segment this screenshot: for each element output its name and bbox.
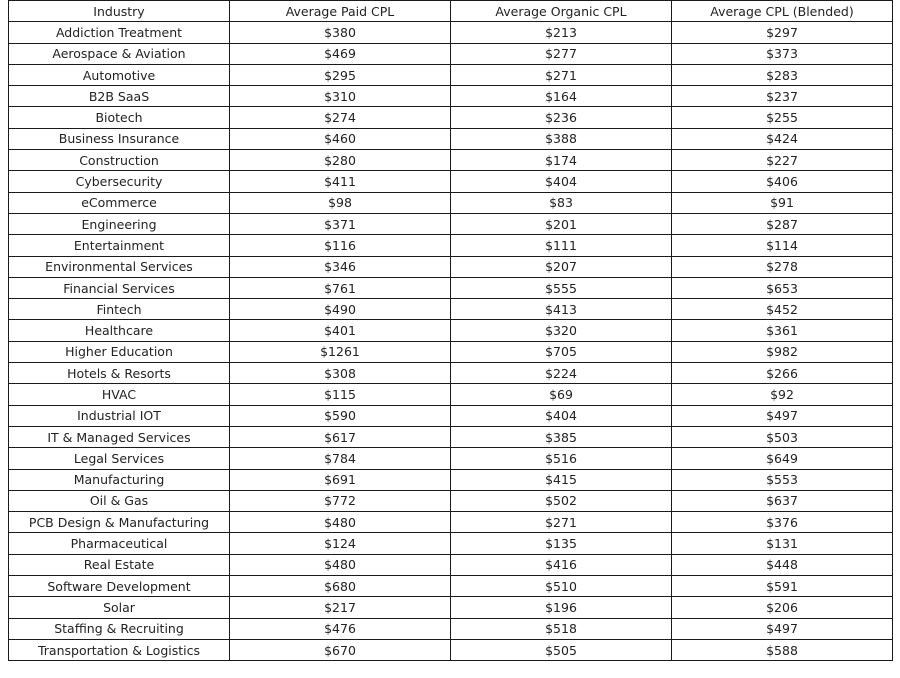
table-row (9, 426, 893, 447)
organic-cpl-cell: $505 (451, 639, 672, 660)
cpl-table (8, 0, 893, 661)
blended-cpl-cell: $287 (672, 213, 893, 234)
blended-cpl-cell: $588 (672, 639, 893, 660)
industry-cell: Engineering (9, 213, 230, 234)
industry-cell: Aerospace & Aviation (9, 43, 230, 64)
organic-cpl-cell: $224 (451, 363, 672, 384)
paid-cpl-cell: $691 (230, 469, 451, 490)
industry-cell: Business Insurance (9, 128, 230, 149)
blended-cpl-cell: $376 (672, 512, 893, 533)
organic-cpl-cell: $705 (451, 341, 672, 362)
table-row (9, 384, 893, 405)
table-row (9, 512, 893, 533)
paid-cpl-cell: $480 (230, 554, 451, 575)
paid-cpl-cell: $772 (230, 490, 451, 511)
table-row (9, 341, 893, 362)
blended-cpl-cell: $237 (672, 86, 893, 107)
organic-cpl-cell: $510 (451, 576, 672, 597)
blended-cpl-cell: $497 (672, 618, 893, 639)
table-row (9, 107, 893, 128)
industry-cell: HVAC (9, 384, 230, 405)
table-row (9, 128, 893, 149)
organic-cpl-cell: $416 (451, 554, 672, 575)
blended-cpl-cell: $227 (672, 150, 893, 171)
industry-cell: Solar (9, 597, 230, 618)
paid-cpl-cell: $617 (230, 426, 451, 447)
paid-cpl-cell: $280 (230, 150, 451, 171)
paid-cpl-cell: $670 (230, 639, 451, 660)
blended-cpl-cell: $91 (672, 192, 893, 213)
blended-cpl-cell: $92 (672, 384, 893, 405)
blended-cpl-cell: $206 (672, 597, 893, 618)
industry-cell: Biotech (9, 107, 230, 128)
header-average-cpl-blended: Average CPL (Blended) (672, 1, 893, 22)
industry-cell: Industrial IOT (9, 405, 230, 426)
table-row (9, 490, 893, 511)
blended-cpl-cell: $131 (672, 533, 893, 554)
blended-cpl-cell: $424 (672, 128, 893, 149)
industry-cell: B2B SaaS (9, 86, 230, 107)
paid-cpl-cell: $115 (230, 384, 451, 405)
organic-cpl-cell: $516 (451, 448, 672, 469)
organic-cpl-cell: $196 (451, 597, 672, 618)
blended-cpl-cell: $649 (672, 448, 893, 469)
paid-cpl-cell: $761 (230, 277, 451, 298)
paid-cpl-cell: $308 (230, 363, 451, 384)
paid-cpl-cell: $217 (230, 597, 451, 618)
blended-cpl-cell: $448 (672, 554, 893, 575)
organic-cpl-cell: $277 (451, 43, 672, 64)
table-row (9, 213, 893, 234)
cpl-table-container (8, 0, 892, 661)
industry-cell: Legal Services (9, 448, 230, 469)
paid-cpl-cell: $371 (230, 213, 451, 234)
industry-cell: Real Estate (9, 554, 230, 575)
table-row (9, 235, 893, 256)
blended-cpl-cell: $406 (672, 171, 893, 192)
organic-cpl-cell: $207 (451, 256, 672, 277)
blended-cpl-cell: $503 (672, 426, 893, 447)
industry-cell: IT & Managed Services (9, 426, 230, 447)
organic-cpl-cell: $271 (451, 64, 672, 85)
paid-cpl-cell: $411 (230, 171, 451, 192)
table-row (9, 299, 893, 320)
table-row (9, 320, 893, 341)
table-row (9, 277, 893, 298)
industry-cell: Construction (9, 150, 230, 171)
industry-cell: PCB Design & Manufacturing (9, 512, 230, 533)
table-header (9, 1, 893, 22)
blended-cpl-cell: $266 (672, 363, 893, 384)
paid-cpl-cell: $1261 (230, 341, 451, 362)
organic-cpl-cell: $236 (451, 107, 672, 128)
table-body (9, 22, 893, 661)
table-row (9, 86, 893, 107)
industry-cell: eCommerce (9, 192, 230, 213)
paid-cpl-cell: $784 (230, 448, 451, 469)
organic-cpl-cell: $502 (451, 490, 672, 511)
blended-cpl-cell: $452 (672, 299, 893, 320)
paid-cpl-cell: $490 (230, 299, 451, 320)
paid-cpl-cell: $295 (230, 64, 451, 85)
industry-cell: Transportation & Logistics (9, 639, 230, 660)
paid-cpl-cell: $98 (230, 192, 451, 213)
industry-cell: Oil & Gas (9, 490, 230, 511)
organic-cpl-cell: $555 (451, 277, 672, 298)
header-average-organic-cpl: Average Organic CPL (451, 1, 672, 22)
paid-cpl-cell: $401 (230, 320, 451, 341)
paid-cpl-cell: $480 (230, 512, 451, 533)
blended-cpl-cell: $637 (672, 490, 893, 511)
table-row (9, 192, 893, 213)
organic-cpl-cell: $83 (451, 192, 672, 213)
organic-cpl-cell: $415 (451, 469, 672, 490)
paid-cpl-cell: $380 (230, 22, 451, 43)
table-row (9, 576, 893, 597)
industry-cell: Addiction Treatment (9, 22, 230, 43)
industry-cell: Financial Services (9, 277, 230, 298)
organic-cpl-cell: $174 (451, 150, 672, 171)
industry-cell: Software Development (9, 576, 230, 597)
paid-cpl-cell: $680 (230, 576, 451, 597)
organic-cpl-cell: $388 (451, 128, 672, 149)
blended-cpl-cell: $361 (672, 320, 893, 341)
organic-cpl-cell: $69 (451, 384, 672, 405)
organic-cpl-cell: $518 (451, 618, 672, 639)
table-row (9, 597, 893, 618)
table-row (9, 533, 893, 554)
table-row (9, 405, 893, 426)
header-industry: Industry (9, 1, 230, 22)
industry-cell: Automotive (9, 64, 230, 85)
industry-cell: Environmental Services (9, 256, 230, 277)
table-row (9, 639, 893, 660)
organic-cpl-cell: $385 (451, 426, 672, 447)
table-row (9, 448, 893, 469)
paid-cpl-cell: $346 (230, 256, 451, 277)
blended-cpl-cell: $373 (672, 43, 893, 64)
organic-cpl-cell: $271 (451, 512, 672, 533)
industry-cell: Higher Education (9, 341, 230, 362)
organic-cpl-cell: $201 (451, 213, 672, 234)
blended-cpl-cell: $297 (672, 22, 893, 43)
industry-cell: Entertainment (9, 235, 230, 256)
table-row (9, 22, 893, 43)
industry-cell: Hotels & Resorts (9, 363, 230, 384)
paid-cpl-cell: $469 (230, 43, 451, 64)
blended-cpl-cell: $591 (672, 576, 893, 597)
paid-cpl-cell: $460 (230, 128, 451, 149)
industry-cell: Staffing & Recruiting (9, 618, 230, 639)
blended-cpl-cell: $553 (672, 469, 893, 490)
header-row (9, 1, 893, 22)
paid-cpl-cell: $476 (230, 618, 451, 639)
industry-cell: Fintech (9, 299, 230, 320)
blended-cpl-cell: $982 (672, 341, 893, 362)
paid-cpl-cell: $116 (230, 235, 451, 256)
table-row (9, 256, 893, 277)
industry-cell: Manufacturing (9, 469, 230, 490)
organic-cpl-cell: $404 (451, 171, 672, 192)
industry-cell: Cybersecurity (9, 171, 230, 192)
table-row (9, 363, 893, 384)
organic-cpl-cell: $413 (451, 299, 672, 320)
blended-cpl-cell: $278 (672, 256, 893, 277)
organic-cpl-cell: $135 (451, 533, 672, 554)
table-row (9, 43, 893, 64)
paid-cpl-cell: $310 (230, 86, 451, 107)
blended-cpl-cell: $255 (672, 107, 893, 128)
header-average-paid-cpl: Average Paid CPL (230, 1, 451, 22)
table-row (9, 171, 893, 192)
paid-cpl-cell: $274 (230, 107, 451, 128)
organic-cpl-cell: $404 (451, 405, 672, 426)
blended-cpl-cell: $283 (672, 64, 893, 85)
table-row (9, 64, 893, 85)
industry-cell: Pharmaceutical (9, 533, 230, 554)
organic-cpl-cell: $320 (451, 320, 672, 341)
blended-cpl-cell: $653 (672, 277, 893, 298)
organic-cpl-cell: $213 (451, 22, 672, 43)
industry-cell: Healthcare (9, 320, 230, 341)
table-row (9, 618, 893, 639)
table-row (9, 469, 893, 490)
blended-cpl-cell: $114 (672, 235, 893, 256)
table-row (9, 150, 893, 171)
organic-cpl-cell: $111 (451, 235, 672, 256)
table-row (9, 554, 893, 575)
organic-cpl-cell: $164 (451, 86, 672, 107)
paid-cpl-cell: $590 (230, 405, 451, 426)
blended-cpl-cell: $497 (672, 405, 893, 426)
paid-cpl-cell: $124 (230, 533, 451, 554)
